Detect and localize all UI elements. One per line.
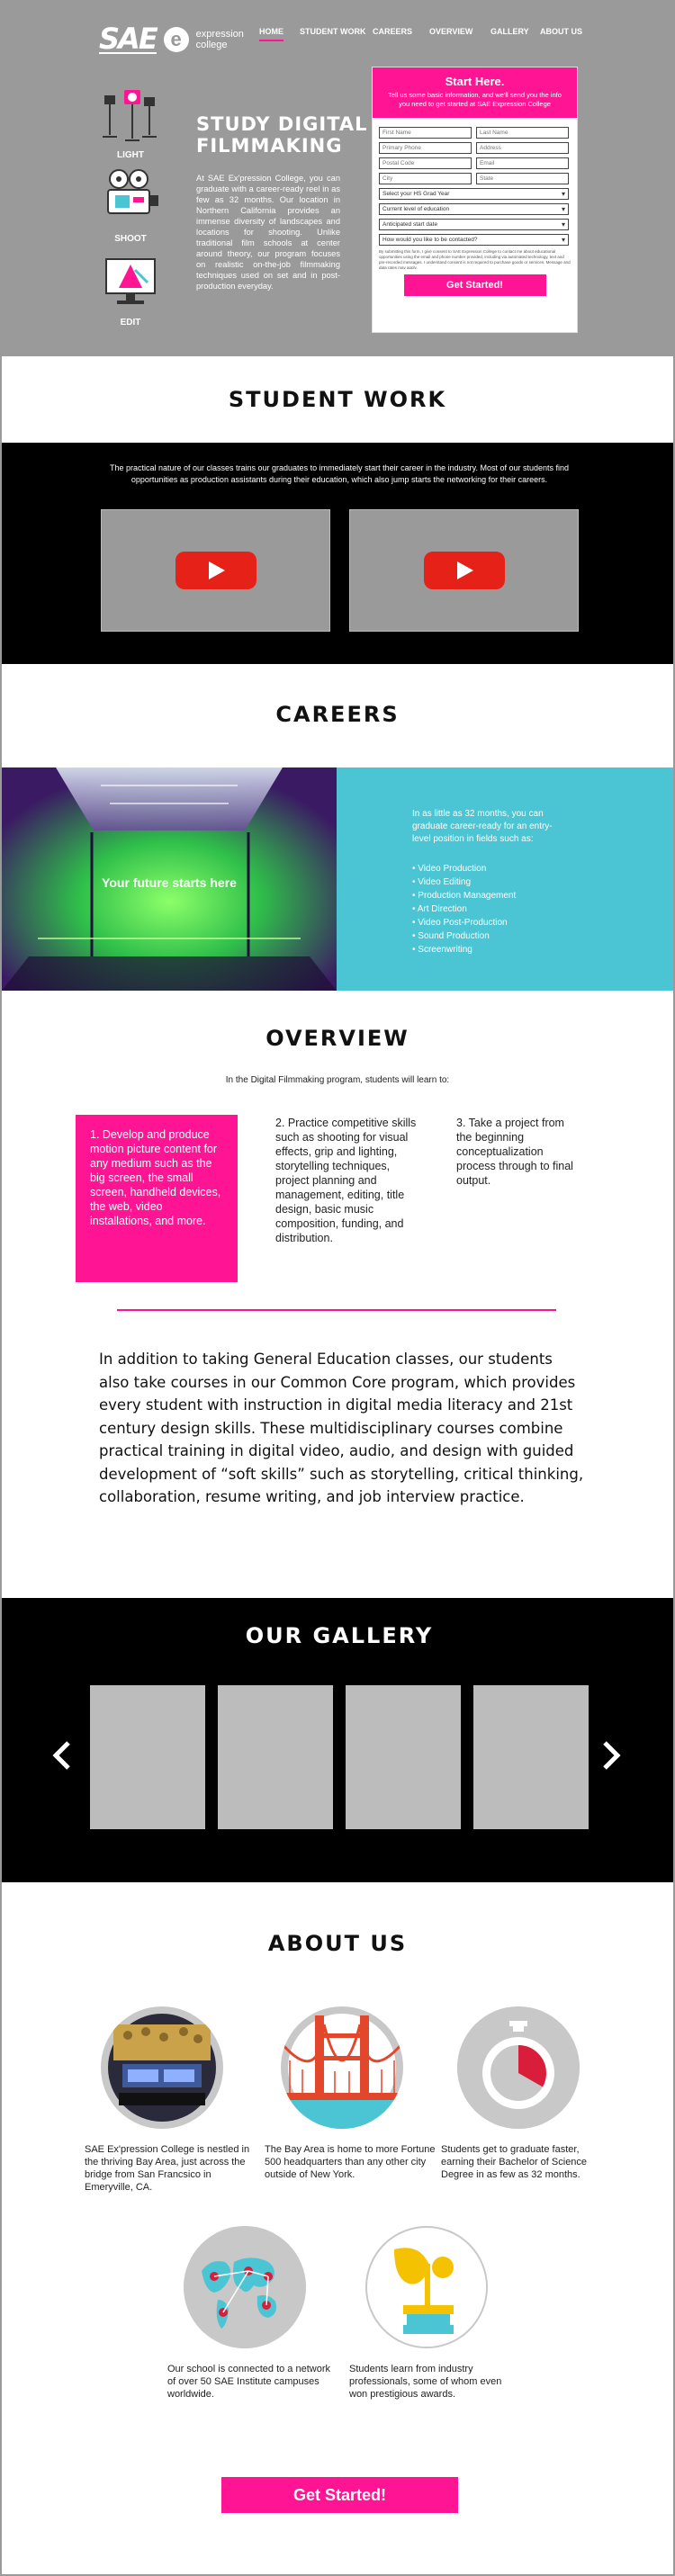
about-item-bay-area <box>265 2006 436 2181</box>
gallery-image[interactable] <box>346 1685 461 1829</box>
careers-title: CAREERS <box>275 702 400 727</box>
stopwatch-icon <box>457 2006 580 2129</box>
light-icon <box>99 85 162 148</box>
about-text: Students learn from industry professionals, some of whom even won prestigious awards. <box>349 2364 502 2400</box>
logo-line-2: college <box>195 40 228 50</box>
career-item-label: Video Editing <box>418 877 472 887</box>
gallery-title: OUR GALLERY <box>245 1623 434 1648</box>
careers-image <box>2 767 337 991</box>
education-level-select[interactable]: Current level of education ▾ <box>379 203 569 215</box>
shoot-feature <box>99 168 162 244</box>
nav-student-work[interactable]: STUDENT WORK <box>300 27 366 36</box>
form-row <box>379 173 571 184</box>
logo-sae: SAE <box>99 22 157 56</box>
student-work-text: The practical nature of our classes trains our graduates to immediately start their career in the industry. Most of our students find opportunities as production assistants during their education, which also jump starts the networking for their careers. <box>109 463 570 484</box>
city-input[interactable] <box>379 173 472 184</box>
grammy-award-icon <box>365 2226 488 2348</box>
chevron-left-icon <box>49 1737 76 1773</box>
last-name-input[interactable] <box>476 127 569 139</box>
career-item: • Screenwriting <box>412 945 472 955</box>
gallery-image[interactable] <box>90 1685 205 1829</box>
edit-feature <box>99 252 162 328</box>
studio-photo-icon <box>101 2006 223 2129</box>
overview-paragraph: In addition to taking General Education classes, our students also take courses in our Common Core program, which provides every student with instruction in digital media literacy and 21st century design skills. These multidisciplinary courses combine practical training in digital video, audio, and design with guided development of “soft skills” such as storytelling, critical thinking, collaboration, resume writing, and job interview practice. <box>99 1351 584 1505</box>
student-work-section <box>2 443 675 664</box>
career-item-label: Video Production <box>418 864 487 874</box>
career-item-label: Production Management <box>418 891 517 901</box>
form-subheading: Tell us some basic information, and we'll send you the info you need to get started at SAE Expression College <box>388 91 562 108</box>
play-icon[interactable] <box>176 552 256 589</box>
overview-title: OVERVIEW <box>266 1026 410 1051</box>
nav-home[interactable]: HOME <box>259 27 284 41</box>
nav-overview[interactable]: OVERVIEW <box>429 27 473 36</box>
logo-college-text <box>196 29 244 50</box>
student-work-title: STUDENT WORK <box>228 387 447 412</box>
nav-careers[interactable]: CAREERS <box>373 27 413 36</box>
about-item-location <box>85 2006 256 2194</box>
gallery-image[interactable] <box>218 1685 333 1829</box>
golden-gate-bridge-icon <box>281 2006 403 2129</box>
gallery-next-arrow[interactable] <box>598 1737 625 1773</box>
careers-list <box>412 862 516 956</box>
gallery-section <box>2 1598 675 1882</box>
chevron-right-icon <box>598 1737 625 1773</box>
career-item: • Video Post-Production <box>412 918 508 928</box>
career-item-label: Screenwriting <box>418 945 472 955</box>
overview-divider <box>117 1309 556 1311</box>
shoot-label: SHOOT <box>114 234 147 244</box>
video-player-2[interactable] <box>349 509 579 632</box>
hero-section <box>2 2 675 356</box>
logo-e-icon: e <box>164 27 189 52</box>
logo-line-1: expression <box>195 29 244 40</box>
overview-point-3: 3. Take a project from the beginning conceptualization process through to final output. <box>456 1117 573 1187</box>
nav-gallery[interactable]: GALLERY <box>490 27 529 36</box>
form-heading: Start Here. <box>445 75 505 88</box>
primary-phone-input[interactable] <box>379 142 472 154</box>
consent-fineprint: By submitting this form, I give consent to SAE Expression College to contact me about educational opportunities using the email and phone number provided, including via automated technology, text and pre-recorded messages. I understand consent is not required to purchase goods or services. Message and data rates may apply. <box>379 249 571 269</box>
overview-point-2: 2. Practice competitive skills such as shooting for visual effects, grip and lighting, storytelling techniques, project planning and management, editing, title design, basic music composition, funding, and distribution. <box>275 1117 417 1244</box>
careers-intro: In as little as 32 months, you can graduate career-ready for an entry-level position in fields such as: <box>412 809 553 844</box>
form-row <box>379 127 571 139</box>
gallery-image[interactable] <box>473 1685 589 1829</box>
form-row <box>379 142 571 154</box>
get-started-button[interactable]: Get Started! <box>221 2477 458 2513</box>
email-input[interactable] <box>476 157 569 169</box>
postal-code-input[interactable] <box>379 157 472 169</box>
careers-panel <box>337 767 675 991</box>
career-item-label: Sound Production <box>418 931 490 941</box>
about-text: Our school is connected to a network of over 50 SAE Institute campuses worldwide. <box>167 2364 330 2400</box>
video-player-1[interactable] <box>101 509 330 632</box>
about-text: Students get to graduate faster, earning their Bachelor of Science Degree in as few as 32 months. <box>441 2144 588 2180</box>
contact-method-select[interactable]: How would you like to be contacted? ▾ <box>379 234 569 246</box>
career-item: • Video Production <box>412 864 487 874</box>
first-name-input[interactable] <box>379 127 472 139</box>
hero-description: At SAE Ex'pression College, you can graduate with a career-ready reel in as few as 32 months. Our location in Northern California provides an immense diversity of landscapes and locations for shooting. Unlike traditional film schools at center around theory, our program focuses on realistic on-the-job filmmaking techniques used on set and in post-production everyday. <box>196 174 340 291</box>
career-item-label: Art Direction <box>417 904 467 914</box>
monitor-icon <box>99 252 162 315</box>
start-date-select[interactable]: Anticipated start date ▾ <box>379 219 569 230</box>
hero-title: STUDY DIGITAL FILMMAKING <box>196 113 368 157</box>
form-body <box>373 118 577 296</box>
about-title: ABOUT US <box>267 1931 408 1956</box>
career-item: • Production Management <box>412 891 517 901</box>
about-text: SAE Ex'pression College is nestled in the thriving Bay Area, just across the bridge from San Francsico in Emeryville, CA. <box>85 2144 250 2193</box>
light-label: LIGHT <box>117 150 144 160</box>
camera-icon <box>99 168 162 231</box>
careers-caption: Your future starts here <box>102 875 237 890</box>
about-item-graduate <box>441 2006 612 2181</box>
lead-form <box>372 67 578 333</box>
form-row <box>379 157 571 169</box>
logo[interactable] <box>99 22 244 56</box>
world-network-icon <box>184 2226 306 2348</box>
address-input[interactable] <box>476 142 569 154</box>
career-item: • Art Direction <box>412 904 467 914</box>
state-input[interactable] <box>476 173 569 184</box>
form-header <box>373 67 577 118</box>
about-item-awards <box>349 2226 520 2401</box>
nav-about-us[interactable]: ABOUT US <box>540 27 582 36</box>
career-item: • Video Editing <box>412 877 472 887</box>
overview-point-1: 1. Develop and produce motion picture content for any medium such as the big screen, the small screen, handheld devices, the web, video installations, and more. <box>76 1115 238 1282</box>
light-feature <box>99 85 162 160</box>
gallery-prev-arrow[interactable] <box>49 1737 76 1773</box>
about-text: The Bay Area is home to more Fortune 500 headquarters than any other city outside of New York. <box>265 2144 436 2180</box>
edit-label: EDIT <box>120 318 141 328</box>
overview-subtitle: In the Digital Filmmaking program, students will learn to: <box>225 1075 450 1085</box>
hs-grad-year-select[interactable]: Select your HS Grad Year ▾ <box>379 188 569 200</box>
career-item: • Sound Production <box>412 931 490 941</box>
career-item-label: Video Post-Production <box>418 918 508 928</box>
about-item-network <box>167 2226 338 2401</box>
form-submit-button[interactable]: Get Started! <box>404 274 546 296</box>
play-icon[interactable] <box>424 552 505 589</box>
